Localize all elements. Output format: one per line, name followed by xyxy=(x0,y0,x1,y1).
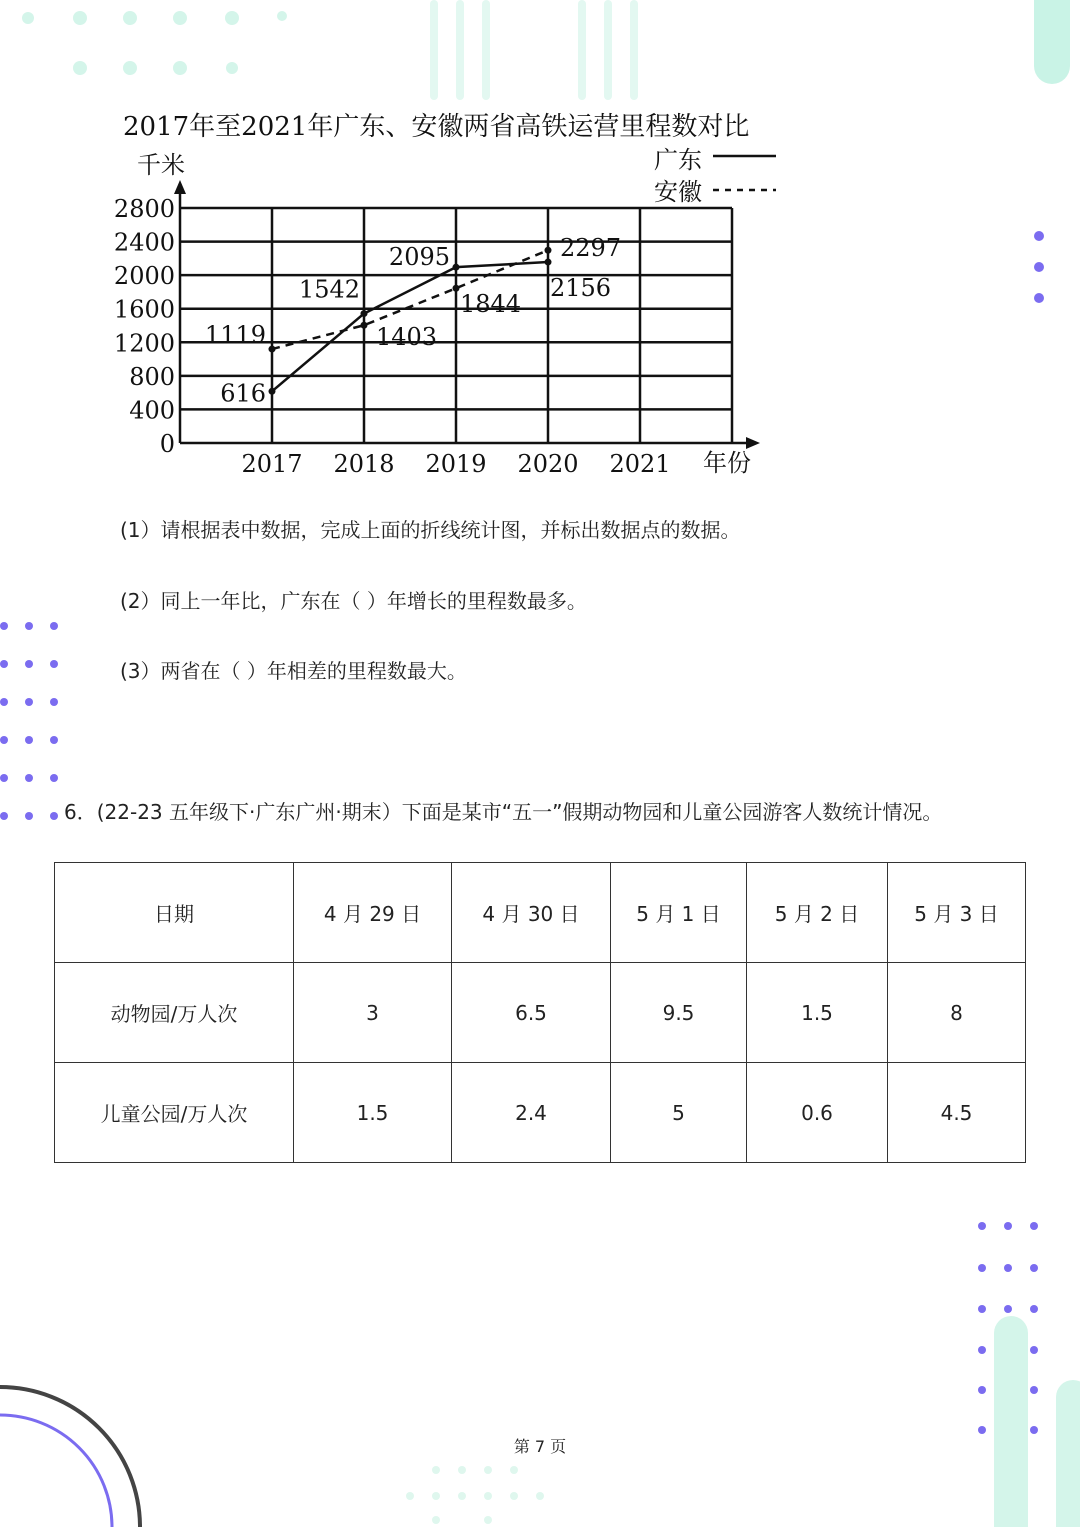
y-tick-label: 400 xyxy=(129,396,175,425)
y-axis-label: 千米 xyxy=(137,151,185,179)
data-point xyxy=(361,322,368,329)
table-header-row xyxy=(55,863,1026,963)
data-label: 616 xyxy=(220,379,266,408)
table-cell: 4.5 xyxy=(888,1063,1026,1163)
chart-data-labels xyxy=(205,234,621,407)
table-cell: 0.6 xyxy=(747,1063,888,1163)
table-header-cell: 5 月 2 日 xyxy=(747,863,888,963)
data-label: 2297 xyxy=(560,234,622,263)
data-point xyxy=(545,247,552,254)
decor-purple-dots-left xyxy=(0,622,58,820)
x-tick-label: 2017 xyxy=(241,450,303,478)
table-cell: 5 xyxy=(611,1063,747,1163)
table-row-label: 动物园/万人次 xyxy=(55,963,294,1063)
data-point xyxy=(453,285,460,292)
data-label: 1403 xyxy=(376,323,438,352)
y-tick-label: 2800 xyxy=(113,195,175,223)
chart-title: 2017年至2021年广东、安徽两省高铁运营里程数对比 xyxy=(123,112,750,142)
data-point xyxy=(269,346,276,353)
y-tick-label: 0 xyxy=(159,430,175,458)
table-header-cell: 5 月 3 日 xyxy=(888,863,1026,963)
question-3: (3）两省在（ ）年相差的里程数最大。 xyxy=(120,659,467,683)
table-row xyxy=(55,963,1026,1063)
x-axis-arrow xyxy=(746,437,760,449)
y-tick-label: 2000 xyxy=(113,262,175,291)
table-header-cell: 日期 xyxy=(55,863,294,963)
data-point xyxy=(545,259,552,266)
legend-label-guangdong: 广东 xyxy=(654,146,702,174)
table-row xyxy=(55,1063,1026,1163)
question-1: (1）请根据表中数据，完成上面的折线统计图，并标出数据点的数据。 xyxy=(120,518,741,542)
table-header-cell: 4 月 30 日 xyxy=(452,863,611,963)
problem-6-text: 6．(22-23 五年级下·广东广州·期末）下面是某市“五一”假期动物园和儿童公园游客人数统计情况。 xyxy=(64,800,943,824)
y-tick-label: 800 xyxy=(129,362,175,391)
data-point xyxy=(269,388,276,395)
y-axis-arrow xyxy=(174,180,186,194)
data-label: 2156 xyxy=(550,274,612,303)
table-cell: 1.5 xyxy=(294,1063,452,1163)
visitor-statistics-table xyxy=(54,862,1026,1163)
legend xyxy=(654,146,776,206)
x-tick-label: 2020 xyxy=(517,450,579,478)
table-cell: 9.5 xyxy=(611,963,747,1063)
data-label: 1844 xyxy=(460,290,522,319)
data-point xyxy=(453,264,460,271)
line-chart xyxy=(0,0,1080,500)
data-point xyxy=(361,310,368,317)
table-row-label: 儿童公园/万人次 xyxy=(55,1063,294,1163)
x-axis-label: 年份 xyxy=(703,449,751,477)
x-tick-label: 2021 xyxy=(609,450,671,478)
table-cell: 1.5 xyxy=(747,963,888,1063)
question-2: (2）同上一年比，广东在（ ）年增长的里程数最多。 xyxy=(120,589,587,613)
decor-mint-dots-bottom xyxy=(406,1466,544,1524)
page-number: 第 7 页 xyxy=(513,1437,567,1456)
y-tick-label: 2400 xyxy=(113,228,175,257)
data-label: 2095 xyxy=(388,243,450,272)
x-tick-label: 2018 xyxy=(333,450,395,478)
table-cell: 8 xyxy=(888,963,1026,1063)
table-header-cell: 4 月 29 日 xyxy=(294,863,452,963)
x-tick-label: 2019 xyxy=(425,450,487,478)
data-label: 1542 xyxy=(298,275,360,304)
legend-label-anhui: 安徽 xyxy=(654,178,702,206)
decor-mint-pill-bottom-right-1 xyxy=(994,1316,1028,1527)
table-cell: 3 xyxy=(294,963,452,1063)
table-cell: 6.5 xyxy=(452,963,611,1063)
y-tick-label: 1600 xyxy=(113,295,175,324)
decor-arcs-bottom-left xyxy=(0,1387,140,1527)
table-header-cell: 5 月 1 日 xyxy=(611,863,747,963)
data-label: 1119 xyxy=(204,321,266,350)
y-tick-label: 1200 xyxy=(113,329,175,358)
table-cell: 2.4 xyxy=(452,1063,611,1163)
